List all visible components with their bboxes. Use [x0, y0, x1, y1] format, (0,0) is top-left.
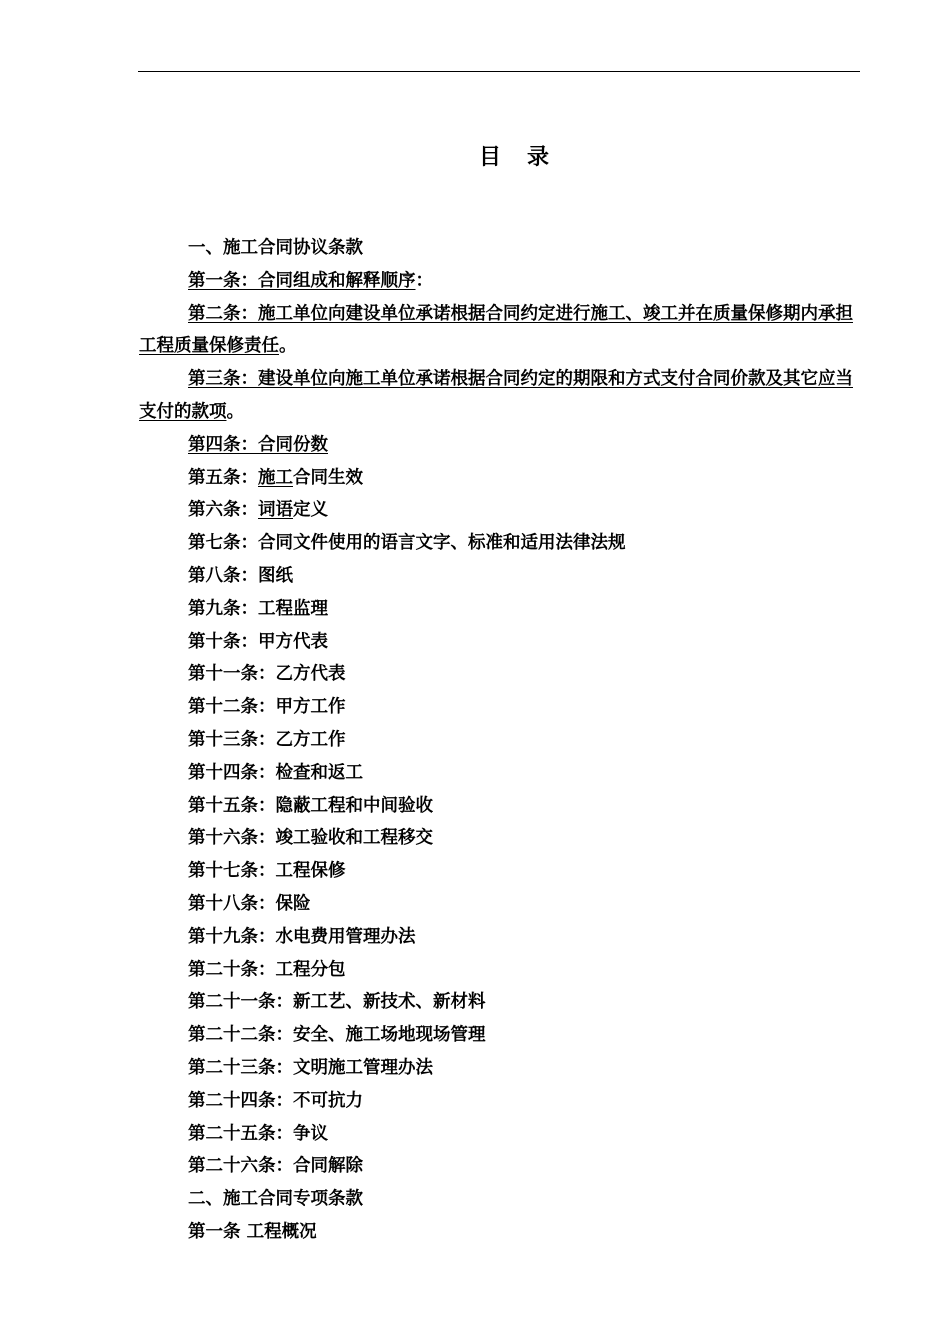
toc-section-one: 一、施工合同协议条款 [188, 238, 363, 258]
toc-article-19: 第十九条：水电费用管理办法 [188, 926, 416, 947]
toc-special-article-1: 第一条 工程概况 [188, 1221, 317, 1242]
toc-article-3-tail: 。 [226, 401, 244, 422]
toc-article-20: 第二十条：工程分包 [188, 959, 346, 980]
toc-article-11: 第十一条：乙方代表 [188, 664, 346, 685]
toc-article-3-text: 第三条：建设单位向施工单位承诺根据合同约定的期限和方式支付合同价款及其它应当支付的款项 [139, 369, 853, 422]
toc-article-5-label: 第五条： [188, 467, 258, 488]
toc-article-21: 第二十一条：新工艺、新技术、新材料 [188, 992, 486, 1013]
toc-article-1-label: 第一条： [188, 270, 258, 291]
table-of-contents [139, 232, 859, 1249]
toc-article-3 [139, 363, 859, 429]
toc-article-6 [139, 494, 859, 527]
toc-article-1 [139, 265, 859, 298]
toc-article-1-text: 合同组成和解释顺序 [258, 270, 416, 291]
toc-section-two: 二、施工合同专项条款 [188, 1189, 363, 1210]
toc-article-4-text: 第四条：合同份数 [188, 434, 328, 455]
toc-article-25: 第二十五条：争议 [188, 1123, 328, 1144]
toc-article-26: 第二十六条：合同解除 [188, 1156, 363, 1177]
toc-article-6-label: 第六条： [188, 500, 258, 521]
toc-article-2-tail: 。 [279, 336, 297, 357]
toc-article-7: 第七条：合同文件使用的语言文字、标准和适用法律法规 [188, 533, 626, 554]
toc-article-16: 第十六条：竣工验收和工程移交 [188, 828, 433, 849]
toc-article-22: 第二十二条：安全、施工场地现场管理 [188, 1025, 486, 1046]
toc-article-2-text: 第二条：施工单位向建设单位承诺根据合同约定进行施工、竣工并在质量保修期内承担工程质量保修责任 [139, 303, 853, 357]
toc-article-6-underlined: 词语 [258, 500, 293, 521]
toc-article-5-underlined: 施工 [258, 467, 293, 488]
toc-article-15: 第十五条：隐蔽工程和中间验收 [188, 795, 433, 816]
toc-article-13: 第十三条：乙方工作 [188, 729, 346, 750]
toc-article-1-tail: ： [415, 270, 433, 291]
toc-article-23: 第二十三条：文明施工管理办法 [188, 1057, 433, 1078]
toc-article-18: 第十八条：保险 [188, 893, 311, 914]
toc-article-5 [139, 462, 859, 495]
toc-article-4 [139, 429, 859, 462]
toc-article-17: 第十七条：工程保修 [188, 861, 346, 882]
toc-article-24: 第二十四条：不可抗力 [188, 1090, 363, 1111]
toc-article-9: 第九条：工程监理 [188, 598, 328, 619]
toc-article-5-rest: 合同生效 [293, 467, 363, 488]
toc-article-12: 第十二条：甲方工作 [188, 697, 346, 718]
toc-article-10: 第十条：甲方代表 [188, 631, 328, 652]
toc-article-14: 第十四条：检查和返工 [188, 762, 363, 783]
page-title: 目 录 [478, 145, 551, 170]
toc-article-2 [139, 298, 859, 364]
header-rule [138, 71, 860, 72]
toc-article-6-rest: 定义 [293, 500, 328, 521]
toc-article-8: 第八条：图纸 [188, 565, 293, 586]
